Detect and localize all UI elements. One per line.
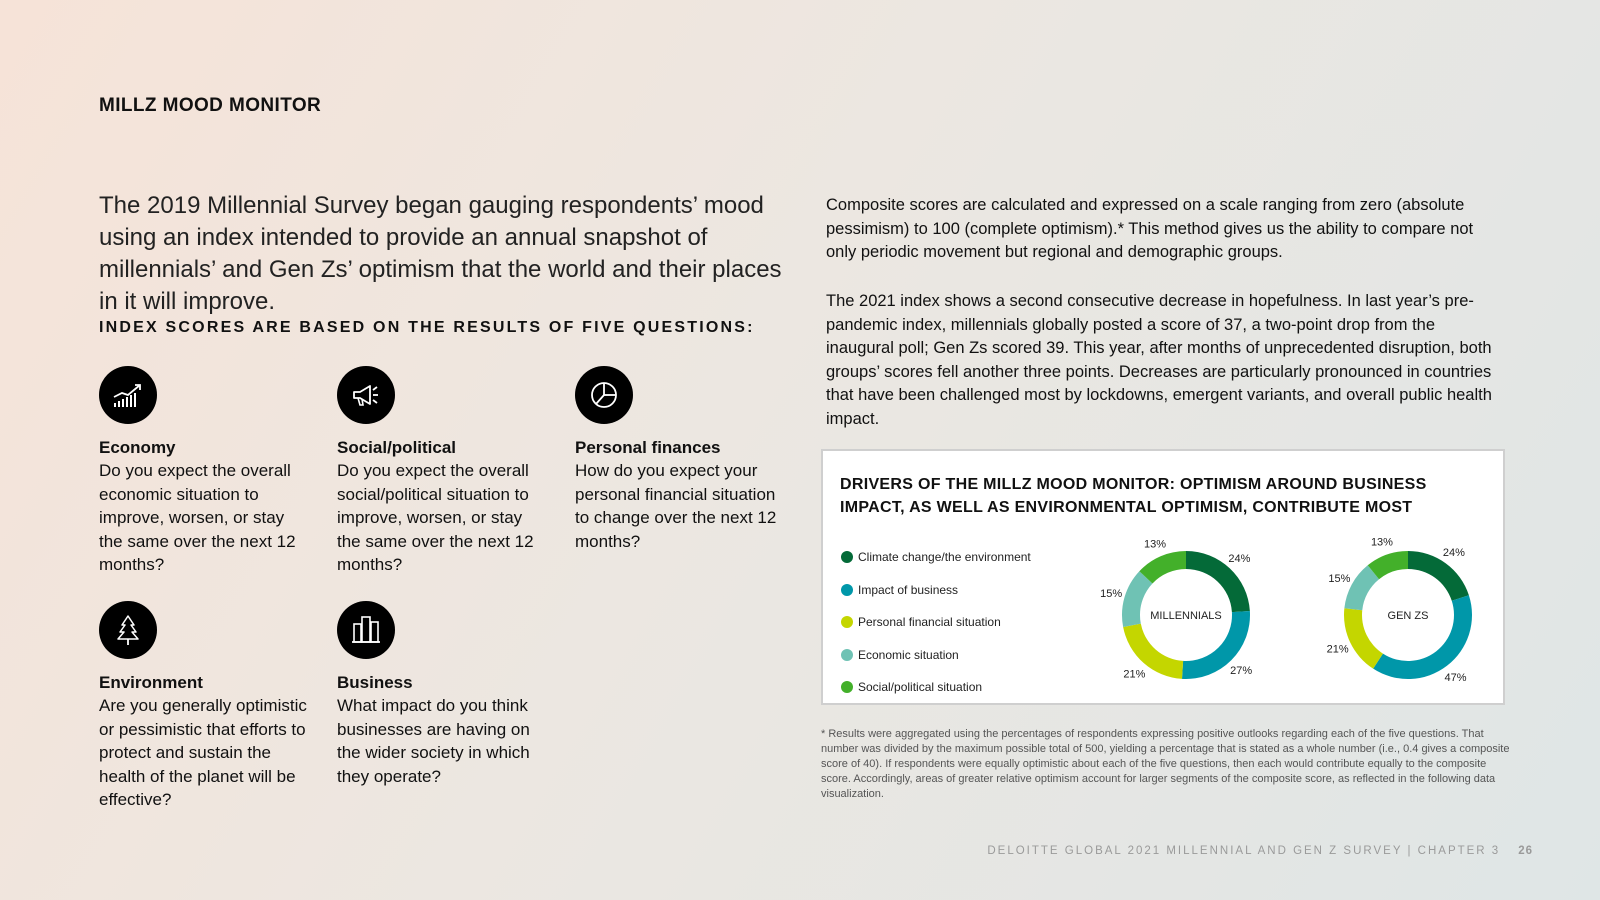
donut-center-label: MILLENNIALS (1150, 610, 1222, 622)
question-title: Business (337, 673, 413, 692)
slice-value-label: 21% (1123, 668, 1146, 681)
megaphone-icon (337, 366, 395, 424)
composite-scores-paragraph: Composite scores are calculated and expressed on a scale ranging from zero (absolute pessimism) to 100 (complete optimism).* This method gives us the ability to compare not only periodic movement but regional and demographic groups. (826, 196, 1474, 261)
question-environment (99, 601, 309, 812)
index-2021-paragraph: The 2021 index shows a second consecutive decrease in hopefulness. In last year’s pre-pandemic index, millennials globally posted a score of 37, a two-point drop from the inaugural poll; Gen Zs scored 39. This year, after months of unprecedented disruption, both groups’ scores fell another three points. Decreases are particularly pronounced in countries that have been challenged most by lockdowns, emergent variants, and overall public health impact. (826, 292, 1492, 428)
slice-value-label: 13% (1370, 536, 1393, 549)
donut-center-label: GEN ZS (1387, 610, 1429, 622)
footnote: * Results were aggregated using the percentages of respondents expressing positive outlooks regarding each of the five questions. That number was divided by the maximum possible total of 500, yielding a percentage that is stated as a whole number (i.e., 0.4 gives a composite score of 40). If respondents were equally optimistic about each of the five questions, then each would contribute equally to the composite score. Accordingly, areas of greater relative optimism account for larger segments of the composite score, as reflected in the following data visualization. (821, 728, 1510, 800)
legend-label: Economic situation (858, 647, 959, 662)
question-text: Do you expect the overall economic situation to improve, worsen, or stay the same over the next 12 months? (99, 461, 296, 574)
question-text: What impact do you think businesses are having on the wider society in which they operate? (337, 696, 530, 786)
intro-text: The 2019 Millennial Survey began gauging respondents’ mood using an index intended to provide an annual snapshot of millennials’ and Gen Zs’ optimism that the world and their places in it will improve. (99, 192, 782, 315)
donut-slice (1373, 595, 1472, 679)
drivers-chart-panel (821, 449, 1505, 705)
donut-slice (1122, 571, 1152, 627)
slice-value-label: 13% (1144, 538, 1167, 551)
question-text: Are you generally optimistic or pessimistic that efforts to protect and sustain the health of the planet will be effective? (99, 696, 307, 809)
question-business (337, 601, 547, 788)
page-footer (987, 845, 1533, 857)
legend-label: Climate change/the environment (858, 550, 1031, 565)
question-text: How do you expect your personal financial situation to change over the next 12 months? (575, 461, 777, 551)
tree-icon (99, 601, 157, 659)
question-social-political (337, 366, 547, 577)
question-economy (99, 366, 309, 577)
legend-label: Impact of business (858, 582, 959, 597)
question-personal-finances (575, 366, 785, 553)
page-number: 26 (1518, 845, 1533, 857)
slice-value-label: 27% (1230, 665, 1253, 678)
buildings-icon (337, 601, 395, 659)
chart-title: DRIVERS OF THE MILLZ MOOD MONITOR: OPTIMISM AROUND BUSINESS IMPACT, AS WELL AS ENVIRONMENTAL OPTIMISM, CONTRIBUTE MOST (840, 476, 1427, 516)
pie-chart-icon (575, 366, 633, 424)
donut-slice (1344, 608, 1383, 668)
page-title: MILLZ MOOD MONITOR (99, 95, 322, 116)
slice-value-label: 15% (1328, 572, 1351, 585)
legend-label: Personal financial situation (858, 615, 1001, 630)
slice-value-label: 24% (1442, 546, 1465, 559)
rising-chart-icon (99, 366, 157, 424)
slice-value-label: 15% (1100, 588, 1123, 601)
donut-charts (823, 451, 1503, 703)
slice-value-label: 47% (1444, 671, 1467, 684)
question-title: Economy (99, 438, 176, 457)
question-title: Social/political (337, 438, 457, 457)
question-text: Do you expect the overall social/political situation to improve, worsen, or stay the same over the next 12 months? (337, 461, 534, 574)
slice-value-label: 24% (1228, 553, 1251, 566)
legend-label: Social/political situation (858, 680, 983, 695)
slice-value-label: 21% (1326, 643, 1349, 656)
question-title: Personal finances (575, 438, 721, 457)
footer-text: DELOITTE GLOBAL 2021 MILLENNIAL AND GEN Z SURVEY | CHAPTER 3 (987, 845, 1501, 857)
question-title: Environment (99, 673, 203, 692)
questions-subheading: INDEX SCORES ARE BASED ON THE RESULTS OF FIVE QUESTIONS: (99, 319, 755, 336)
